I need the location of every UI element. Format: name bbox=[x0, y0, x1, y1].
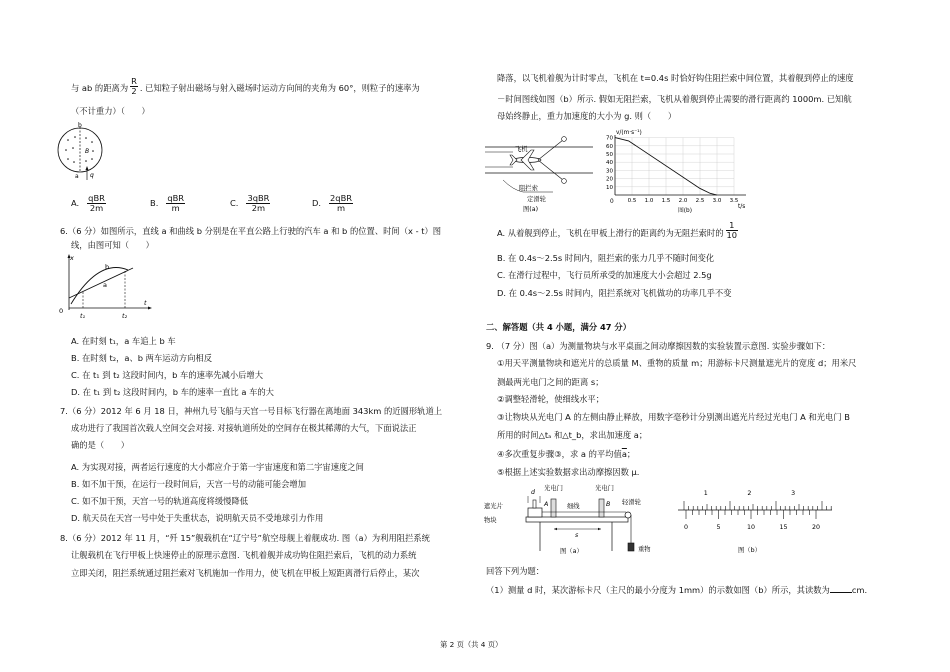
label-b: B bbox=[606, 501, 611, 508]
main-scale-label: 2 bbox=[747, 490, 752, 497]
arrest-cable-lower bbox=[538, 160, 563, 180]
heavy-weight bbox=[628, 543, 634, 551]
q6-label-origin: 0 bbox=[59, 307, 64, 315]
x-tick-label: 2.5 bbox=[695, 198, 705, 204]
q5-line2: （不计重力）（ ） bbox=[71, 106, 150, 116]
section-2-heading: 二、解答题（共 4 小题，满分 47 分） bbox=[486, 322, 632, 332]
label-weight: 重物 bbox=[638, 546, 651, 553]
q8-cont-line2: －时间图线如图（b）所示. 假如无阻拦索，飞机从着舰到停止需要的滑行距离约 1000m. 已知航 bbox=[497, 94, 852, 104]
q7-option-a: A. 为实现对接，两者运行速度的大小都应介于第一宇宙速度和第二宇宙速度之间 bbox=[71, 462, 364, 472]
q9-vernier-figure bbox=[676, 486, 836, 556]
q9-apparatus-figure bbox=[482, 481, 660, 573]
q8-line3: 立即关闭，阻拦系统通过阻拦索对飞机施加一作用力，使飞机在甲板上短距离滑行后停止，某次 bbox=[71, 568, 420, 578]
vernier-label: 10 bbox=[746, 524, 756, 531]
fig-a-caption: 图(a) bbox=[523, 206, 539, 213]
q9-line1: 9. （7 分）图（a）为测量物块与水平桌面之间动摩擦因数的实验装置示意图. 实验步骤如下： bbox=[486, 341, 831, 351]
x-tick-label: 1.0 bbox=[644, 198, 654, 204]
y-tick-label: 30 bbox=[606, 168, 613, 175]
q7-option-d: D. 航天员在天宫一号中处于失重状态，说明航天员不受地球引力作用 bbox=[71, 513, 324, 523]
q8-option-b: B. 在 0.4s～2.5s 时间内，阻拦索的张力几乎不随时间变化 bbox=[497, 253, 715, 263]
q7-line3: 确的是（ ） bbox=[71, 440, 130, 450]
q8-figure-a bbox=[483, 130, 595, 214]
vernier-label: 0 bbox=[683, 524, 689, 531]
label-d: d bbox=[531, 489, 535, 496]
q7-option-c: C. 如不加干预，天宫一号的轨道高度将缓慢降低 bbox=[71, 496, 249, 506]
label-string: 细线 bbox=[567, 503, 580, 510]
q6-label-x: x bbox=[70, 254, 74, 262]
main-scale-label: 1 bbox=[703, 490, 708, 497]
x-tick-label: 1.5 bbox=[661, 198, 671, 204]
pulley-lower bbox=[562, 179, 567, 184]
q6-xt-graph bbox=[55, 250, 155, 322]
y-tick-label: 20 bbox=[606, 176, 613, 183]
q5-label-q: q bbox=[90, 172, 94, 179]
label-a: A bbox=[544, 501, 549, 508]
q8-line1: 8.（6 分）2012 年 11 月，“歼 15”舰载机在“辽宁号”航空母舰上着舰成功. 图（a）为利用阻拦系统 bbox=[60, 533, 430, 543]
q5-label-a: a bbox=[75, 173, 79, 180]
q6-label-a: a bbox=[103, 281, 107, 289]
y-tick-label: 70 bbox=[606, 135, 613, 142]
label-block: 物块 bbox=[484, 517, 497, 524]
pulley-upper bbox=[562, 137, 567, 142]
photogate-a bbox=[551, 499, 556, 517]
q6-label-t1: t₁ bbox=[80, 312, 86, 320]
answer-blank[interactable] bbox=[830, 584, 852, 593]
q8-line2: 让舰载机在飞行甲板上快速停止的原理示意图. 飞机着舰并成功钩住阻拦索后，飞机的动力系统 bbox=[71, 550, 417, 560]
q8-option-d: D. 在 0.4s～2.5s 时间内，阻拦系统对飞机做功的功率几乎不变 bbox=[497, 288, 732, 298]
q9-line2: ①用天平测量物块和遮光片的总质量 M、重物的质量 m；用游标卡尺测量遮光片的宽度 d；用米尺 bbox=[497, 358, 857, 368]
line-a bbox=[69, 268, 133, 298]
label-pulley: 轻滑轮 bbox=[622, 499, 641, 506]
q5-option-a: A. $\frac{\text{qBR}}{2m}$ bbox=[71, 193, 105, 213]
q7-line1: 7.（6 分）2012 年 6 月 18 日，神州九号飞船与天宫一号目标飞行器在离地面 343km 的近圆形轨道上 bbox=[60, 406, 443, 416]
label-shield: 遮光片 bbox=[484, 503, 503, 510]
main-scale-label: 3 bbox=[791, 490, 796, 497]
q5-label-B: B bbox=[85, 148, 90, 155]
airplane-icon bbox=[510, 150, 541, 170]
q9-line3: 测最两光电门之间的距离 s； bbox=[497, 377, 604, 387]
answer-intro: 回答下列为题： bbox=[486, 566, 545, 576]
x-tick-label: 3.5 bbox=[729, 198, 739, 204]
q9-step5: ⑤根据上述实验数据求出动摩擦因数 μ. bbox=[497, 467, 640, 477]
block bbox=[528, 508, 542, 517]
q5-field-figure bbox=[55, 122, 115, 184]
q6-line1: 6.（6 分）如图所示，直线 a 和曲线 b 分别是在平直公路上行驶的汽车 a 和 b 的位置、时间（x - t）图 bbox=[60, 226, 442, 236]
q5-option-c: C. $\frac{\text{3qBR}}{2m}$ bbox=[230, 193, 270, 213]
light-pulley bbox=[625, 512, 631, 518]
q6-label-t: t bbox=[144, 299, 147, 307]
q6-line2: 线，由图可知（ ） bbox=[71, 240, 154, 250]
q8-cont-line1: 降落，以飞机着舰为计时零点，飞机在 t=0.4s 时恰好钩住阻拦索中间位置，其着舰到停止的速度 bbox=[497, 73, 854, 83]
q6-option-d: D. 在 t₁ 到 t₂ 这段时间内，b 车的速率一直比 a 车的大 bbox=[71, 387, 274, 397]
label-s: s bbox=[575, 532, 579, 539]
page-footer: 第 2 页（共 4 页） bbox=[440, 640, 503, 649]
label-gate-b: 光电门 bbox=[595, 485, 614, 492]
q9-step4: ④多次重复步骤③，求 a 的平均值$\overline{a}$； bbox=[497, 449, 636, 459]
curve-b bbox=[71, 268, 128, 304]
fig9b-caption: 图（b） bbox=[738, 547, 761, 554]
x-tick-label: 3.0 bbox=[712, 198, 722, 204]
q8-option-c: C. 在滑行过程中，飞行员所承受的加速度大小会超过 2.5g bbox=[497, 270, 712, 280]
vernier-label: 5 bbox=[716, 524, 721, 531]
q7-option-b: B. 如不加干预，在运行一段时间后，天宫一号的动能可能会增加 bbox=[71, 479, 306, 489]
x-tick-label: 0.5 bbox=[627, 198, 637, 204]
y-tick-label: 60 bbox=[606, 143, 613, 150]
q9-sub1: （1）测量 d 时，某次游标卡尺（主尺的最小分度为 1mm）的示数如图（b）所示，其读数为 cm. bbox=[486, 585, 868, 595]
fig-b-xunit: t/s bbox=[738, 204, 746, 210]
fig-b-ylabel: v/(m·s⁻¹) bbox=[616, 130, 642, 136]
q6-label-b: b bbox=[105, 263, 110, 271]
y-tick-label: 10 bbox=[606, 184, 613, 191]
q5-option-b: B. $\frac{\text{qBR}}{m}$ bbox=[150, 193, 185, 213]
q5-option-d: D. $\frac{\text{2qBR}}{m}$ bbox=[312, 193, 353, 213]
y-tick-label: 50 bbox=[606, 152, 613, 158]
q5-line1: 与 ab 的距离为 $\frac{R}{2}$ . 已知粒子射出磁场与射入磁场时运动方向间的夹角为 60°，则粒子的速率为 bbox=[71, 76, 420, 96]
q8-option-a: A. 从着舰到停止，飞机在甲板上滑行的距离约为无阻拦索时的 $\frac{1}{10}$ bbox=[497, 220, 738, 240]
q9-step2: ②调整轻滑轮，使细线水平； bbox=[497, 394, 605, 404]
q9-step3: ③让物块从光电门 A 的左侧由静止释放，用数字毫秒计分别测出遮光片经过光电门 A 和光电门 B bbox=[497, 412, 850, 422]
label-gate-a: 光电门 bbox=[544, 485, 563, 492]
fig9a-caption: 图（a） bbox=[560, 548, 583, 555]
fig-a-label-pulley: 定滑轮 bbox=[527, 196, 546, 203]
q5-label-b: b bbox=[78, 122, 82, 129]
arrest-cable-upper bbox=[538, 140, 563, 160]
y-tick-label: 40 bbox=[606, 160, 613, 167]
q6-option-c: C. 在 t₁ 到 t₂ 这段时间内，b 车的速率先减小后增大 bbox=[71, 370, 264, 380]
photogate-b bbox=[599, 499, 604, 517]
light-shield bbox=[533, 500, 536, 508]
q8-cont-line3: 母始终静止，重力加速度的大小为 g. 则（ ） bbox=[497, 111, 677, 121]
q7-line2: 成功进行了我国首次载人空间交会对接. 对接轨道所处的空间存在极其稀薄的大气，下面说法正 bbox=[71, 423, 417, 433]
vernier-label: 20 bbox=[811, 524, 821, 531]
q9-step3-cont: 所用的时间△tₐ 和△t_b，求出加速度 a； bbox=[497, 430, 648, 440]
fig-b-caption: 图(b) bbox=[678, 208, 692, 214]
q6-option-b: B. 在时刻 t₂，a、b 两车运动方向相反 bbox=[71, 353, 213, 363]
fig-a-label-cable: 阻拦索 bbox=[519, 185, 538, 192]
x-tick-label: 2.0 bbox=[678, 198, 688, 204]
table-top bbox=[526, 517, 628, 522]
q6-label-t2: t₂ bbox=[122, 312, 128, 320]
fig-b-origin: 0 bbox=[610, 199, 614, 205]
q8-figure-b-vt-graph bbox=[598, 126, 758, 216]
q6-option-a: A. 在时刻 t₁，a 车追上 b 车 bbox=[71, 336, 176, 346]
fig-a-label-plane: 飞机 bbox=[515, 146, 528, 153]
vernier-label: 15 bbox=[779, 524, 788, 531]
